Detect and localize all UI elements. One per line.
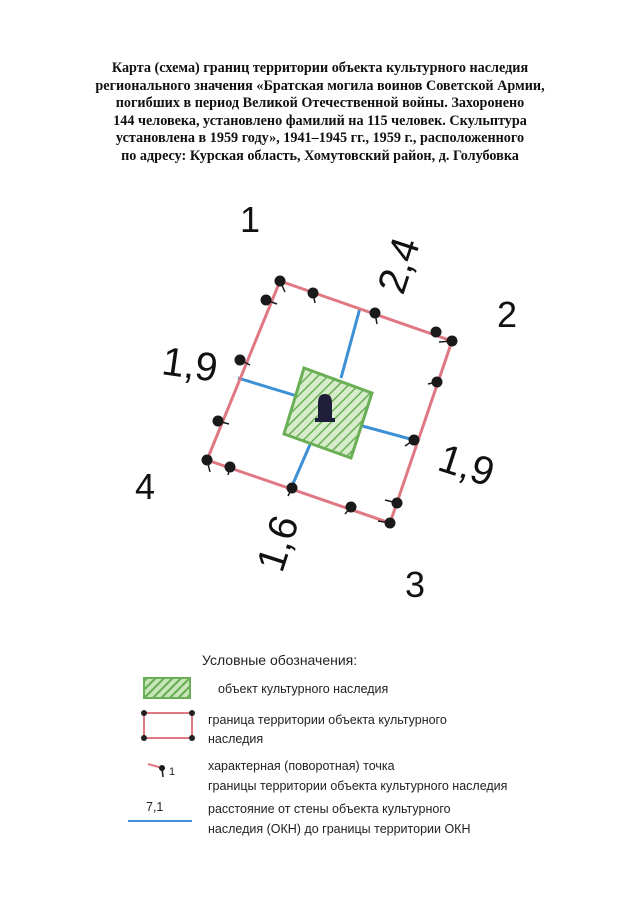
legend — [0, 640, 640, 905]
distance-line-bottom — [292, 440, 312, 486]
title-line-4: 144 человека, установлено фамилий на 115 человек. Скульптура — [113, 112, 527, 129]
legend-border-label-1: граница территории объекта культурного — [208, 713, 447, 727]
title-line-1: Карта (схема) границ территории объекта культурного наследия — [111, 60, 529, 76]
distance-label-top: 2,4 — [369, 232, 429, 299]
legend-point-label-2: границы территории объекта культурного наследия — [208, 779, 508, 793]
turning-point — [261, 295, 272, 306]
corner-label-2: 2 — [497, 294, 518, 335]
turning-point — [275, 276, 286, 287]
turning-point — [409, 435, 420, 446]
legend-point-icon — [140, 752, 200, 782]
legend-distance-line — [128, 820, 192, 822]
corner-label-3: 3 — [405, 564, 426, 605]
legend-object-swatch — [143, 677, 191, 699]
turning-point — [287, 483, 298, 494]
turning-point — [431, 327, 442, 338]
corner-label-4: 4 — [135, 466, 156, 507]
turning-point — [235, 355, 246, 366]
turning-point — [346, 502, 357, 513]
legend-distance-label-2: наследия (ОКН) до границы территории ОКН — [208, 822, 471, 836]
distance-line-left — [238, 378, 297, 396]
legend-border-label-2: наследия — [208, 732, 264, 746]
legend-distance-label-1: расстояние от стены объекта культурного — [208, 802, 451, 816]
legend-point-number: 1 — [169, 766, 176, 778]
turning-point — [202, 455, 213, 466]
turning-point — [213, 416, 224, 427]
distance-label-right: 1,9 — [433, 436, 500, 496]
legend-distance-value: 7,1 — [146, 800, 164, 814]
turning-point — [385, 518, 396, 529]
legend-title: Условные обозначения: — [202, 652, 358, 668]
turning-point — [447, 336, 458, 347]
distance-label-left: 1,9 — [159, 339, 221, 391]
turning-point — [370, 308, 381, 319]
distance-line-right — [355, 424, 414, 440]
turning-point — [432, 377, 443, 388]
legend-border-swatch — [143, 712, 193, 739]
title-line-5: установлена в 1959 году», 1941–1945 гг., 1959 г., расположенного — [115, 130, 525, 147]
distance-line-top — [341, 308, 360, 378]
turning-point — [308, 288, 319, 299]
title-line-2: регионального значения «Братская могила воинов Советской Армии, — [95, 77, 545, 94]
legend-point-label-1: характерная (поворотная) точка — [208, 759, 395, 773]
distance-label-bottom: 1,6 — [248, 510, 308, 577]
title-line-6: по адресу: Курская область, Хомутовский район, д. Голубовка — [121, 147, 519, 164]
turning-point — [392, 498, 403, 509]
turning-point — [225, 462, 236, 473]
legend-object-label: объект культурного наследия — [218, 682, 389, 696]
title-line-3: погибших в период Великой Отечественной войны. Захоронено — [115, 95, 525, 112]
corner-label-1: 1 — [240, 199, 261, 240]
